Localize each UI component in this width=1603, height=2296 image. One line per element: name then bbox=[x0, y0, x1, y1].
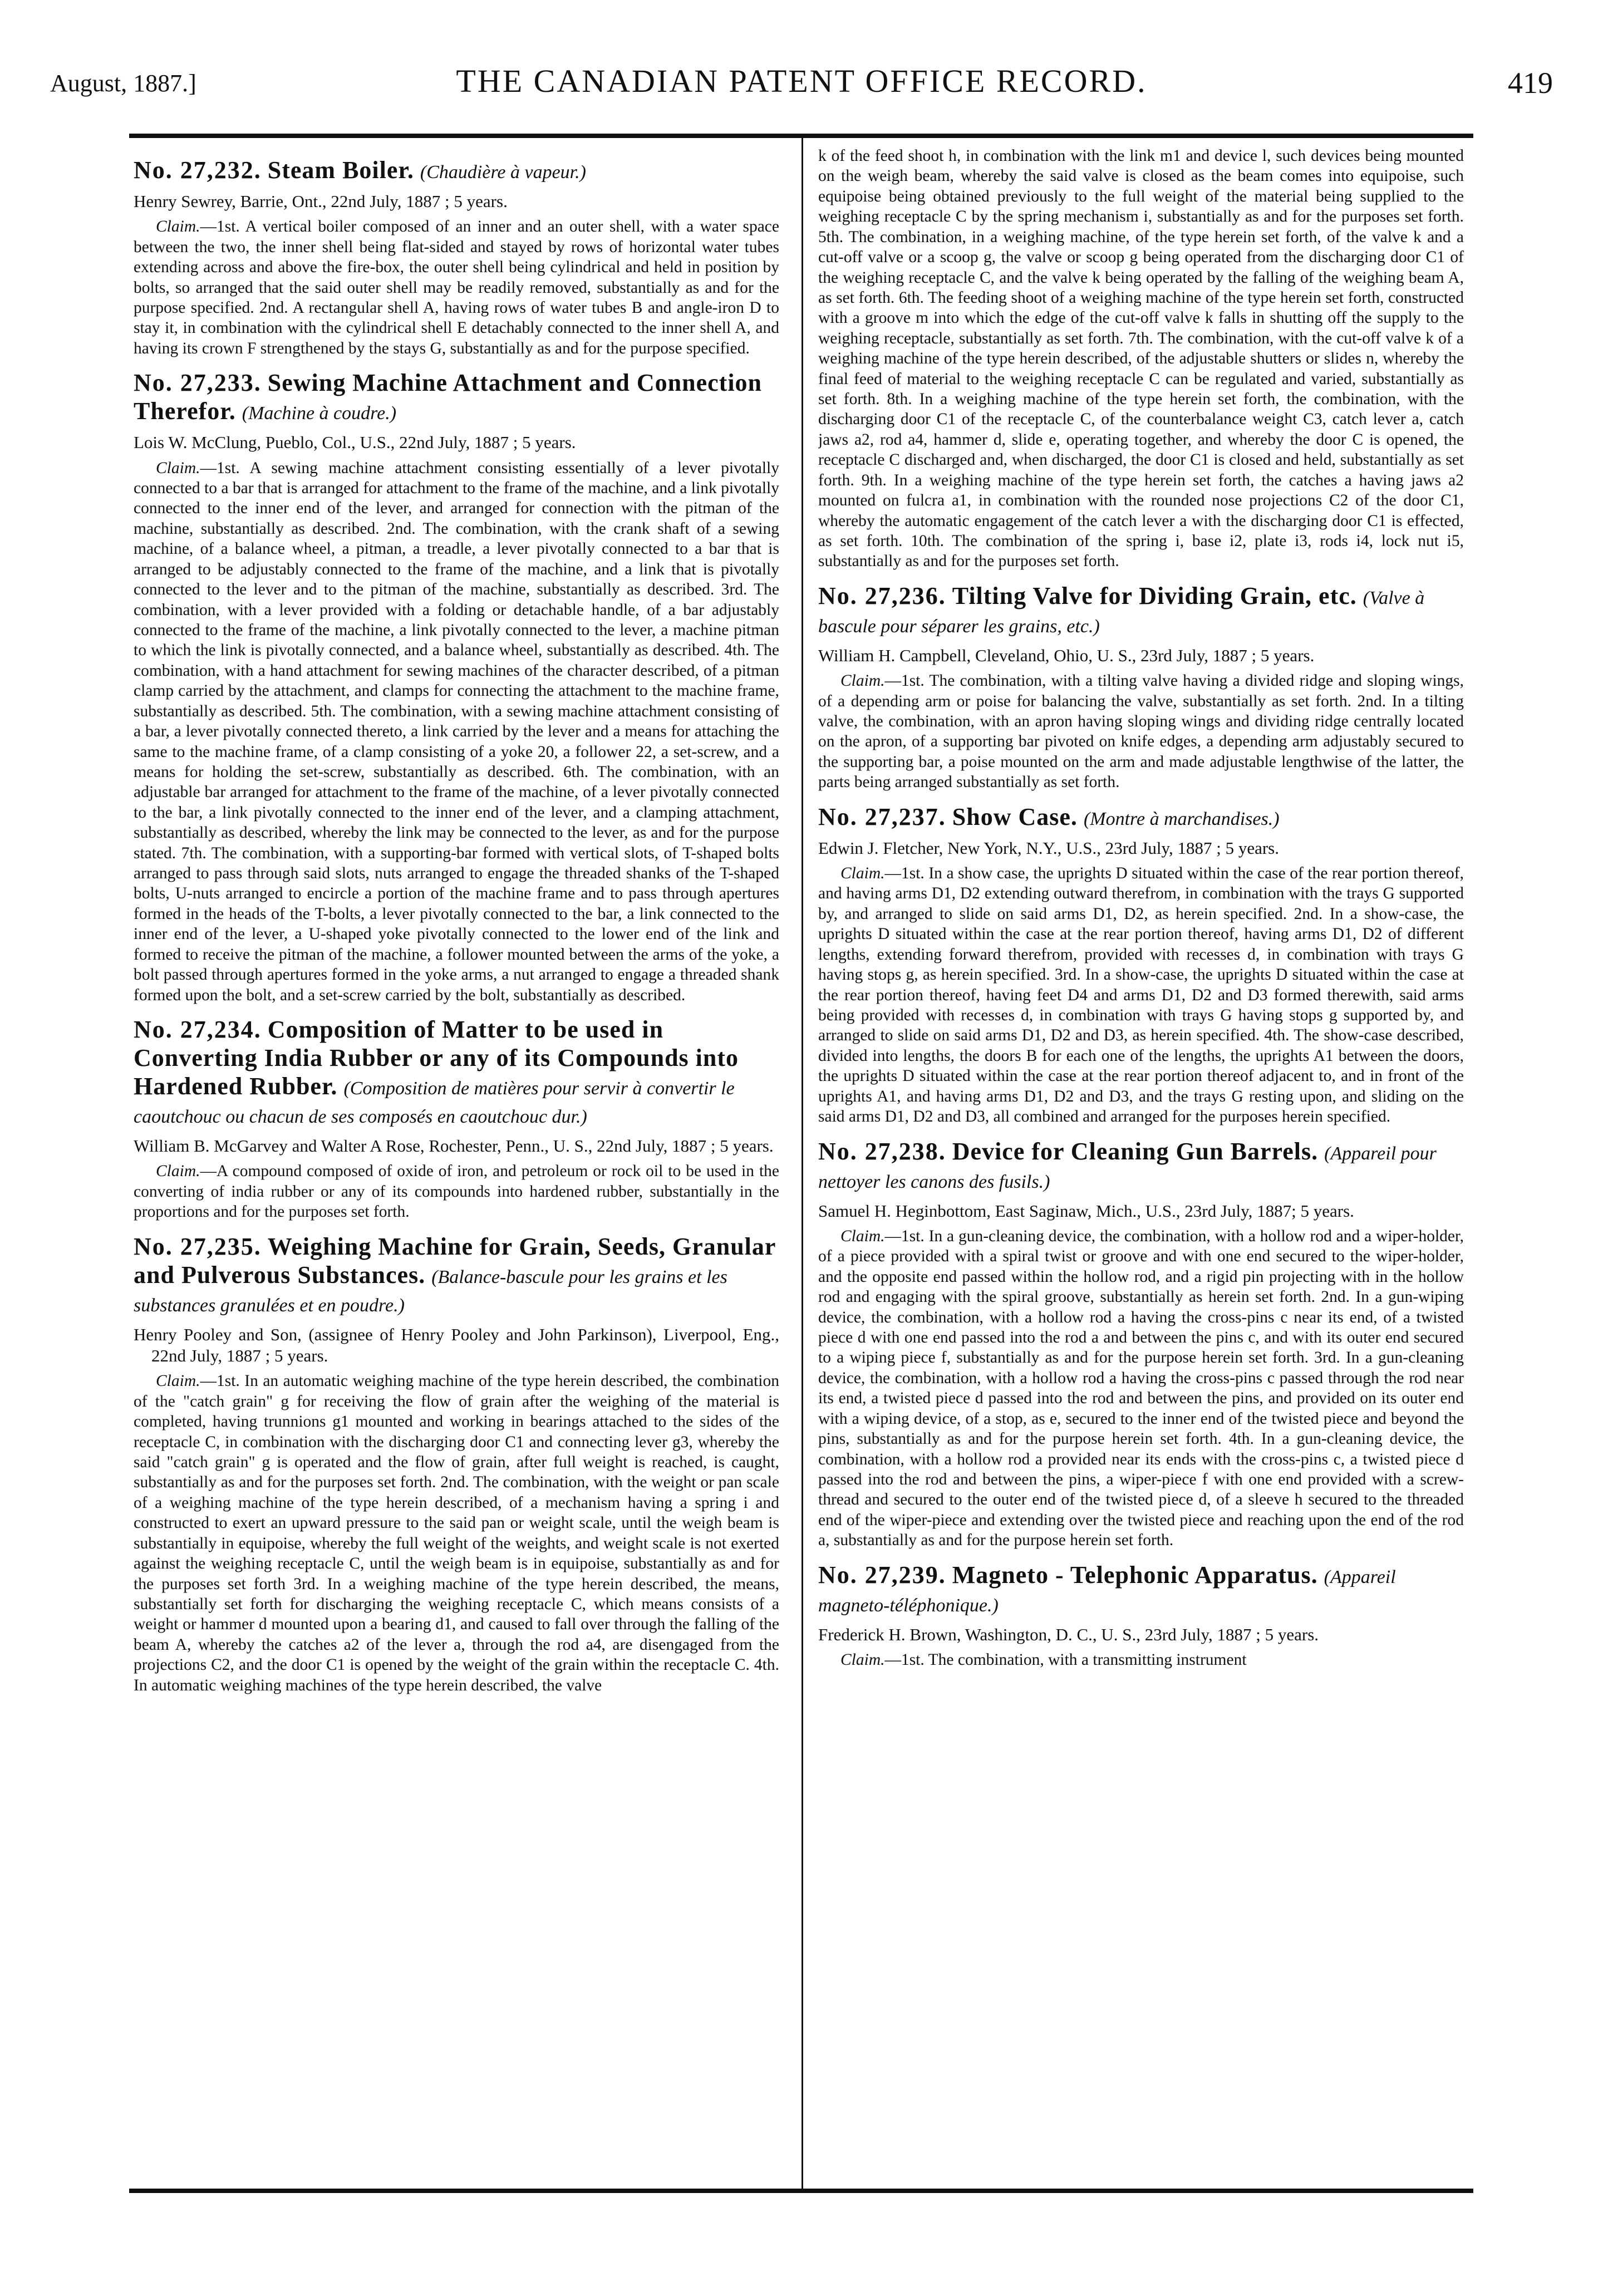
issue-date: August, 1887.] bbox=[50, 70, 196, 97]
patent-number: No. 27,233. bbox=[134, 369, 262, 397]
claim-text: —A compound composed of oxide of iron, and petroleum or rock oil to be used in the converting of india rubber or any of its compounds into hardened rubber, substantially in the proportions and for the purposes set forth. bbox=[134, 1162, 779, 1221]
patent-number: No. 27,239. bbox=[818, 1561, 946, 1589]
patent-french-title: (Chaudière à vapeur.) bbox=[420, 162, 586, 183]
claim-text: —1st. In an automatic weighing machine of the type herein described, the combination of the "catch grain" g for receiving the flow of grain after the weighing of the material is completed, having trunnions g1 mounted and working in bearings attached to the sides of the receptacle C, in combination with the discharging door C1 and connecting lever g3, whereby the said "catch grain" g is operated and the flow of grain, after full weight is reached, is caught, substantially as and for the purposes set forth. 2nd. The combination, with the weight or pan scale of a weighing machine of the type herein described, of a mechanism having a spring i and constructed to exert an upward pressure to the said pan or weight scale, until the weigh beam is substantially in equipoise, whereby the full weight of the weights, and weight scale is not exerted against the weighing receptacle C, until the weigh beam is in equipoise, substantially as and for the purposes set forth 3rd. In a weighing machine of the type herein described, the means, substantially set forth for discharging the weighing receptacle C, which means consists of a weight or hammer d mounted upon a bearing d1, and caused to fall over through the falling of the beam A, whereby the catches a2 of the lever a, through the rod a4, are disengaged from the projections C2, and the door C1 is opened by the weight of the grain within the receptacle C. 4th. In automatic weighing machines of the type herein described, the valve bbox=[134, 1372, 779, 1694]
patent-claim bbox=[818, 1226, 1464, 1551]
patent-entry bbox=[134, 1232, 779, 1695]
patent-entry bbox=[818, 582, 1464, 793]
claim-label: Claim. bbox=[840, 864, 885, 883]
claim-label: Claim. bbox=[156, 218, 200, 236]
patent-inventor: William B. McGarvey and Walter A Rose, Rochester, Penn., U. S., 22nd July, 1887 ; 5 years. bbox=[134, 1136, 774, 1156]
patent-claim bbox=[818, 863, 1464, 1127]
patent-entry bbox=[134, 368, 779, 1005]
patent-title: Device for Cleaning Gun Barrels. bbox=[952, 1137, 1319, 1165]
patent-claim bbox=[818, 671, 1464, 793]
patent-number: No. 27,237. bbox=[818, 803, 946, 830]
patent-claim bbox=[818, 1650, 1464, 1670]
column-divider bbox=[802, 138, 803, 2189]
patent-inventor: Frederick H. Brown, Washington, D. C., U. S., 23rd July, 1887 ; 5 years. bbox=[818, 1624, 1319, 1644]
patent-heading bbox=[818, 1137, 1464, 1194]
patent-claim bbox=[134, 217, 779, 358]
patent-title: Steam Boiler. bbox=[267, 156, 414, 184]
patent-heading bbox=[134, 368, 779, 425]
patent-inventor: Henry Pooley and Son, (assignee of Henry Pooley and John Parkinson), Liverpool, Eng., 22nd July, 1887 ; 5 years. bbox=[134, 1324, 779, 1366]
page-header bbox=[50, 62, 1553, 112]
claim-continuation: k of the feed shoot h, in combination with the link m1 and device l, such devices being mounted on the weigh beam, whereby the said valve is closed as the beam comes into equipoise, such equipoise being obtained previously to the full weight of the material being supplied to the weighing receptacle C by the spring mechanism i, substantially as and for the purposes set forth. 5th. The combination, in a weighing machine, of the type herein set forth, of the valve k and a cut-off valve or a scoop g, the valve or scoop g being operated from the discharging door C1 of the weighing receptacle C, and the valve k being operated by the falling of the weighing beam A, as set forth. 6th. The feeding shoot of a weighing machine of the type herein set forth, constructed with a groove m into which the edge of the cut-off valve k falls in shutting off the supply to the weighing receptacle, substantially as set forth. 7th. The combination, with the cut-off valve k of a weighing machine of the type herein described, of the adjustable shutters or slides n, whereby the final feed of material to the weighing receptacle C can be regulated and varied, substantially as set forth. 8th. In a weighing machine of the type herein set forth, the combination, with the discharging door C1 of the receptacle C, of the counterbalance weight C3, catch lever a, catch jaws a2, rod a4, hammer d, slide e, operating together, and whereby the door C is opened, the receptacle C discharged and, when discharged, the door C1 is closed and held, substantially as set forth. 9th. In a weighing machine of the type herein set forth, the catches a having jaws a2 mounted on fulcra a1, in combination with the rounded nose projections C2 of the door C1, whereby the automatic engagement of the catch lever a with the discharging door C1 is effected, as set forth. 10th. The combination of the spring i, base i2, plate i3, rods i4, lock nut i5, substantially as and for the purposes set forth. bbox=[818, 147, 1464, 571]
patent-entry bbox=[134, 1015, 779, 1222]
patent-number: No. 27,238. bbox=[818, 1137, 946, 1165]
patent-title: Sewing Machine Attachment and Connection Therefor. bbox=[134, 369, 763, 425]
patent-number: No. 27,236. bbox=[818, 582, 946, 609]
patent-entry bbox=[818, 1137, 1464, 1551]
patent-inventor: Edwin J. Fletcher, New York, N.Y., U.S., 23rd July, 1887 ; 5 years. bbox=[818, 838, 1279, 858]
patent-title: Composition of Matter to be used in Converting India Rubber or any of its Compounds into Hardened Rubber. bbox=[134, 1016, 739, 1100]
claim-label: Claim. bbox=[156, 1162, 200, 1181]
claim-label: Claim. bbox=[840, 672, 885, 690]
patent-claim bbox=[134, 1371, 779, 1695]
patent-claim bbox=[134, 458, 779, 1005]
claim-text: —1st. The combination, with a tilting valve having a divided ridge and sloping wings, of a depending arm or poise for balancing the valve, substantially as set forth. 2nd. In a tilting valve, the combination, with an apron having sloping wings and dividing ridge centrally located on the apron, of a supporting bar pivoted on knife edges, a depending arm adjustably secured to the supporting bar, a poise mounted on the arm and made adjustable lengthwise of the latter, the parts being arranged substantially as set forth. bbox=[818, 672, 1464, 791]
patent-entry bbox=[134, 156, 779, 358]
patent-french-title: (Balance-bascule pour les grains et les substances granulées et en poudre.) bbox=[134, 1266, 727, 1316]
claim-text: —1st. A sewing machine attachment consisting essentially of a lever pivotally connected to a bar that is arranged for attachment to the frame of the machine, and a link pivotally connected to the inner end of the lever, and arranged for connection with the pitman of the machine, substantially as described. 2nd. The combination, with the crank shaft of a sewing machine, of a balance wheel, a pitman, a treadle, a lever pivotally connected to a bar that is arranged to be adjustably connected to the frame of the machine, and a link that is pivotally connected to the lever and to the pitman of the machine, substantially as described. 3rd. The combination, with a lever provided with a folding or detachable handle, of a bar adjustably connected to the frame of the machine, a link pivotally connected to the lever, a machine pitman to which the link is pivotally connected, and a balance wheel, substantially as described. 4th. The combination, with a hand attachment for sewing machines of the character described, of a pitman clamp carried by the attachment, and clamps for connecting the attachment to the machine frame, substantially as described. 5th. The combination, with a sewing machine attachment consisting of a bar, a lever pivotally connected thereto, a link carried by the lever and a means for attaching the same to the machine frame, of a clamp consisting of a yoke 20, a follower 22, a set-screw, and a means for holding the set-screw, substantially as described. 6th. The combination, with an adjustable bar arranged for attachment to the frame of the machine, of a lever pivotally connected to the bar, a link pivotally connected to the inner end of the lever, and a clamping attachment, substantially as described, whereby the link may be connected to the lever, as and for the purpose stated. 7th. The combination, with a supporting-bar formed with vertical slots, of T-shaped bolts arranged to pass through said slots, nuts arranged to engage the threaded shanks of the T-shaped bolts, U-nuts arranged to encircle a portion of the machine frame and to pass through apertures formed in the heads of the T-bolts, a lever pivotally connected to the bar, a link connected to the inner end of the lever, a U-shaped yoke pivotally connected to the lower end of the link and formed to receive the pitman of the machine, a follower mounted between the arms of the yoke, a bolt passed through apertures formed in the yoke arms, a nut arranged to engage a threaded shank formed upon the bolt, and a set-screw carried by the bolt, substantially as described. bbox=[134, 459, 779, 1004]
right-column bbox=[818, 146, 1464, 2183]
patent-title: Show Case. bbox=[952, 803, 1078, 830]
patent-french-title: (Composition de matières pour servir à convertir le caoutchouc ou chacun de ses composés en caoutchouc dur.) bbox=[134, 1078, 735, 1128]
patent-number: No. 27,232. bbox=[134, 156, 262, 184]
claim-label: Claim. bbox=[840, 1227, 885, 1245]
claim-text: —1st. In a show case, the uprights D situated within the case of the rear portion thereof, and having arms D1, D2 extending outward therefrom, in combination with the trays G supported by, and arranged to slide on said arms D1, D2, as herein specified. 2nd. In a show-case, the uprights D situated within the case at the rear portion thereof, having arms D1, D2 of different lengths, extending forward therefrom, provided with recesses d, in combination with trays G having stops g, as herein specified. 3rd. In a show-case, the uprights D situated within the case at the rear portion thereof, having feet D4 and arms D1, D2 and D3 formed therewith, said arms being provided with recesses d, in combination with trays G having stops g supported by, and arranged to slide on said arms D1, D2 and D3, as herein specified. 4th. The show-case described, divided into lengths, the doors B for each one of the lengths, the uprights A1 between the doors, the uprights D situated within the case at the rear portion thereof adjacent to, and in front of the uprights A1, and having arms D1, D2 and D3, and the trays G resting upon, and sliding on the said arms D1, D2 and D3, all combined and arranged for the purposes herein specified. bbox=[818, 864, 1464, 1126]
claim-label: Claim. bbox=[156, 1372, 200, 1390]
patent-french-title: (Valve à bascule pour séparer les grains, etc.) bbox=[818, 587, 1425, 637]
patent-inventor: Lois W. McClung, Pueblo, Col., U.S., 22nd July, 1887 ; 5 years. bbox=[134, 432, 576, 453]
claim-label: Claim. bbox=[840, 1650, 885, 1669]
patent-number: No. 27,235. bbox=[134, 1232, 262, 1260]
patent-french-title: (Appareil magneto-téléphonique.) bbox=[818, 1566, 1396, 1616]
page-number: 419 bbox=[1508, 66, 1553, 100]
patent-heading bbox=[134, 1232, 779, 1317]
claim-text: —1st. The combination, with a transmitting instrument bbox=[884, 1650, 1247, 1669]
patent-inventor: Samuel H. Heginbottom, East Saginaw, Mich., U.S., 23rd July, 1887; 5 years. bbox=[818, 1201, 1354, 1221]
patent-title: Magneto - Telephonic Apparatus. bbox=[952, 1561, 1318, 1589]
patent-heading bbox=[818, 1561, 1464, 1617]
patent-heading bbox=[818, 582, 1464, 638]
patent-heading bbox=[134, 156, 779, 184]
left-column bbox=[134, 146, 779, 2183]
claim-text: —1st. A vertical boiler composed of an inner and an outer shell, with a water space between the two, the inner shell being flat-sided and stayed by rows of horizontal water tubes extending across and above the fire-box, the outer shell being cylindrical and held in position by bolts, so arranged that the said outer shell may be readily removed, substantially as and for the purpose specified. 2nd. A rectangular shell A, having rows of water tubes B and angle-iron D to stay it, in combination with the cylindrical shell E detachably connected to the inner shell A, and having its crown F strengthened by the stays G, substantially as and for the purpose specified. bbox=[134, 218, 779, 357]
patent-title: Weighing Machine for Grain, Seeds, Granular and Pulverous Substances. bbox=[134, 1232, 776, 1289]
patent-entry bbox=[818, 803, 1464, 1127]
patent-title: Tilting Valve for Dividing Grain, etc. bbox=[952, 582, 1357, 609]
patent-french-title: (Appareil pour nettoyer les canons des fusils.) bbox=[818, 1143, 1437, 1192]
patent-french-title: (Machine à coudre.) bbox=[242, 403, 397, 424]
publication-title: THE CANADIAN PATENT OFFICE RECORD. bbox=[456, 63, 1147, 99]
patent-inventor: Henry Sewrey, Barrie, Ont., 22nd July, 1887 ; 5 years. bbox=[134, 191, 508, 212]
patent-heading bbox=[134, 1015, 779, 1129]
claim-text: —1st. In a gun-cleaning device, the combination, with a hollow rod and a wiper-holder, of a piece provided with a spiral twist or groove and with one end secured to the wiper-holder, and the opposite end passed within the hollow rod, and a rigid pin projecting with in the hollow rod and engaging with the spiral groove, substantially as herein set forth. 2nd. In a gun-wiping device, the combination, with a hollow rod a having the cross-pins c near its end, of a twisted piece d with one end passed into the rod a and between the pins c, and with its outer end secured to a wiping piece f, substantially as and for the purpose herein set forth. 3rd. In a gun-cleaning device, the combination, with a hollow rod a having the cross-pins c passed through the rod near its end, a twisted piece d passed into the rod and between the pins, and provided on its outer end with a wiping device, of a stop, as e, secured to the inner end of the twisted piece and beyond the pins, substantially as and for the purpose herein set forth. 4th. In a gun-cleaning device, the combination, with a hollow rod a provided near its ends with the cross-pins c, a twisted piece d passed into the rod and between the pins, a wiper-piece f with one end provided with a screw-thread and secured to the outer end of the twisted piece d, of a sleeve h secured to the threaded end of the wiper-piece and extending over the twisted piece and reaching upon the end of the rod a, substantially as and for the purpose herein set forth. bbox=[818, 1227, 1464, 1550]
claim-label: Claim. bbox=[156, 459, 200, 477]
patent-claim bbox=[134, 1161, 779, 1222]
patent-inventor: William H. Campbell, Cleveland, Ohio, U. S., 23rd July, 1887 ; 5 years. bbox=[818, 645, 1315, 665]
patent-french-title: (Montre à marchandises.) bbox=[1083, 808, 1280, 829]
patent-entry bbox=[818, 1561, 1464, 1670]
patent-number: No. 27,234. bbox=[134, 1016, 262, 1043]
patent-heading bbox=[818, 803, 1464, 831]
